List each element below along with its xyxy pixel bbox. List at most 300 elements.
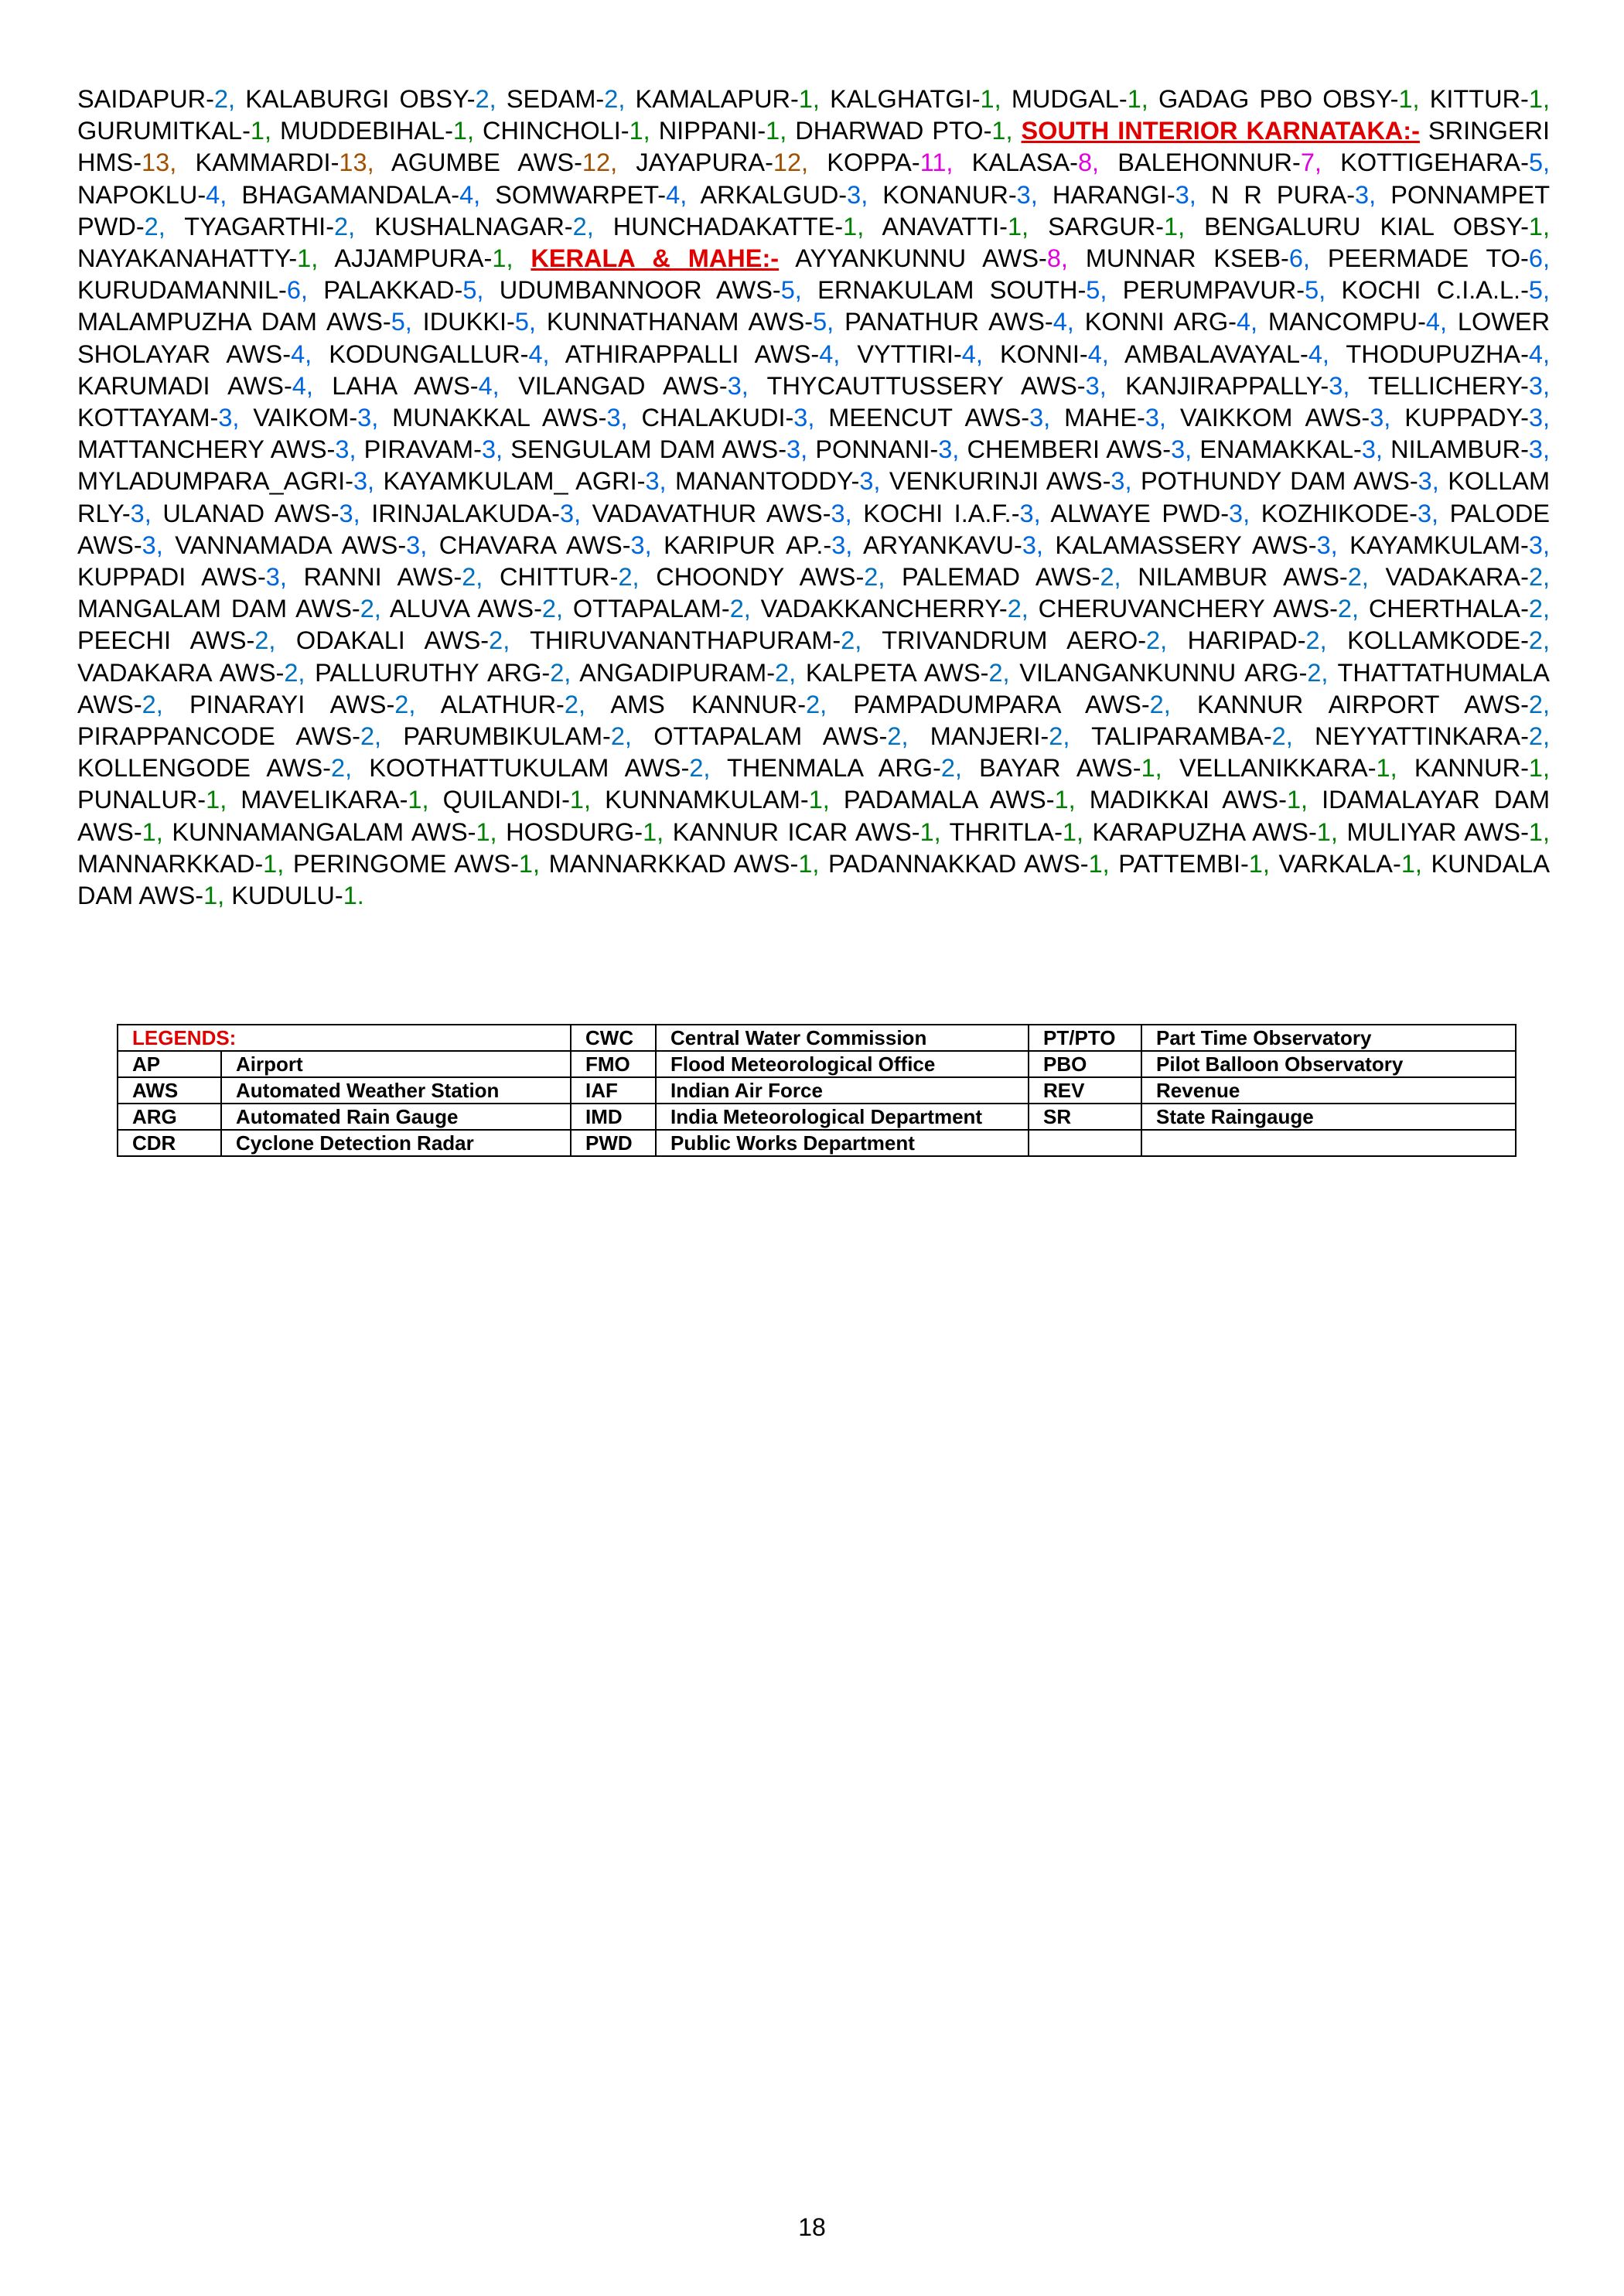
- station-name: PEERMADE TO-: [1327, 244, 1529, 273]
- station-entry: [664, 531, 852, 559]
- station-entry: [605, 786, 830, 814]
- station-rainfall-value: 3,: [1229, 499, 1250, 527]
- station-rainfall-value: 2,: [331, 754, 353, 783]
- station-rainfall-value: 3,: [1022, 531, 1043, 559]
- legend-description: Flood Meteorological Office: [656, 1051, 1029, 1077]
- station-rainfall-value: 1,: [297, 244, 319, 273]
- legend-abbreviation: IAF: [571, 1077, 656, 1104]
- station-rainfall-value: 3,: [938, 435, 960, 464]
- station-name: IDAMALAYAR DAM AWS-: [77, 786, 1551, 846]
- station-entry: [967, 435, 1192, 463]
- station-rainfall-value: 4,: [459, 180, 481, 209]
- station-name: MUDDEBIHAL-: [280, 117, 453, 145]
- station-rainfall-value: 2,: [1271, 722, 1293, 751]
- station-rainfall-value: 3,: [1528, 404, 1551, 432]
- station-name: KAYAMKULAM_ AGRI-: [383, 467, 646, 496]
- station-entry: [1199, 435, 1383, 463]
- station-entry: [653, 722, 908, 750]
- station-entry: [1346, 818, 1550, 846]
- station-name: ULANAD AWS-: [162, 499, 339, 527]
- station-rainfall-value: 1,: [1316, 817, 1338, 846]
- station-entry: [806, 659, 1010, 687]
- station-rainfall-value: 4,: [1087, 339, 1109, 368]
- station-name: MADIKKAI AWS-: [1089, 786, 1287, 814]
- station-name: NILAMBUR AWS-: [1138, 563, 1348, 592]
- station-name: PADAMALA AWS-: [843, 786, 1055, 814]
- station-entry: [1158, 85, 1420, 113]
- station-name: MANNARKKAD AWS-: [548, 849, 799, 878]
- station-name: VILANGANKUNNU ARG-: [1019, 658, 1308, 687]
- station-name: MUNAKKAL AWS-: [392, 404, 607, 432]
- station-entry: [403, 722, 632, 750]
- station-rainfall-value: 1,: [808, 786, 830, 814]
- station-name: KOLLAM RLY-: [77, 467, 1551, 527]
- station-rainfall-value: 4,: [1236, 308, 1258, 336]
- station-entry: [77, 435, 357, 463]
- station-rainfall-value: 12,: [582, 148, 618, 177]
- station-entry: [882, 181, 1037, 209]
- page-number: 18: [798, 2213, 826, 2241]
- station-entry: [636, 85, 820, 113]
- station-name: BALEHONNUR-: [1117, 148, 1301, 177]
- station-name: KUDULU-: [231, 882, 343, 910]
- station-name: PONNAMPET PWD-: [77, 180, 1551, 241]
- station-name: KURUDAMANNIL-: [77, 276, 287, 305]
- station-rainfall-value: 5,: [462, 276, 484, 305]
- station-name: SENGULAM DAM AWS-: [510, 435, 787, 464]
- station-entry: [1048, 213, 1185, 241]
- station-name: LAHA AWS-: [332, 371, 479, 400]
- station-entry: [656, 563, 885, 591]
- station-rainfall-value: 2,: [550, 658, 571, 687]
- station-rainfall-value: 2,: [806, 690, 827, 718]
- station-entry: [77, 372, 313, 400]
- station-entry: [1268, 308, 1447, 336]
- legend-abbreviation: CDR: [118, 1130, 221, 1156]
- station-entry: [1125, 372, 1349, 400]
- station-rainfall-value: 3,: [1418, 467, 1439, 496]
- legend-abbreviation: ARG: [118, 1104, 221, 1130]
- station-name: KUPPADY-: [1404, 404, 1529, 432]
- station-name: HARIPAD-: [1187, 626, 1306, 655]
- station-entry: [1341, 276, 1550, 304]
- station-rainfall-value: 1,: [142, 817, 163, 846]
- station-rainfall-value: 13,: [142, 148, 177, 177]
- station-entry: [1197, 691, 1550, 718]
- station-entry: [863, 500, 1040, 527]
- legend-description: Airport: [221, 1051, 571, 1077]
- station-entry: [195, 148, 374, 176]
- station-entry: [77, 626, 275, 654]
- station-name: PADANNAKKAD AWS-: [827, 849, 1089, 878]
- station-rainfall-value: 2,: [940, 754, 962, 783]
- station-rainfall-value: 4,: [291, 339, 312, 368]
- station-entry: [77, 467, 374, 495]
- station-name: PALAKKAD-: [323, 276, 463, 305]
- station-rainfall-value: 2,: [689, 754, 711, 783]
- station-entry: [573, 595, 751, 623]
- station-entry: [815, 435, 959, 463]
- station-name: NILAMBUR-: [1390, 435, 1529, 464]
- station-rainfall-value: 4,: [1053, 308, 1074, 336]
- station-name: PERINGOME AWS-: [292, 849, 519, 878]
- station-rainfall-value: 2,: [1146, 626, 1168, 655]
- station-entry: [332, 372, 499, 400]
- station-entry: [253, 404, 378, 432]
- station-rainfall-value: 2,: [254, 626, 276, 655]
- station-entry: [1278, 850, 1421, 878]
- station-entry: [1386, 563, 1551, 591]
- station-entry: [1369, 595, 1550, 623]
- station-name: MALAMPUZHA DAM AWS-: [77, 308, 391, 336]
- station-rainfall-value: 4,: [666, 180, 687, 209]
- station-name: ALATHUR-: [440, 690, 565, 718]
- station-entry: [77, 308, 412, 336]
- station-name: KALGHATGI-: [830, 85, 981, 113]
- station-entry: [77, 754, 352, 782]
- station-name: MANGALAM DAM AWS-: [77, 595, 360, 623]
- station-rainfall-value: 2,: [475, 85, 496, 113]
- station-rainfall-value: 3,: [1316, 531, 1338, 559]
- station-rainfall-value: 1,: [991, 117, 1013, 145]
- station-entry: [1261, 500, 1438, 527]
- station-name: KOTTIGEHARA-: [1340, 148, 1529, 177]
- station-entry: [1012, 85, 1148, 113]
- station-entry: [241, 786, 428, 814]
- station-name: VADAKKANCHERRY-: [760, 595, 1008, 623]
- station-name: MANJERI-: [930, 722, 1049, 751]
- station-rainfall-value: 13,: [339, 148, 374, 177]
- station-name: IRINJALAKUDA-: [371, 499, 561, 527]
- station-entry: [1340, 148, 1550, 176]
- station-entry: [77, 563, 287, 591]
- station-name: KUNDALA DAM AWS-: [77, 849, 1551, 910]
- station-name: UDUMBANNOOR AWS-: [499, 276, 781, 305]
- station-entry: [675, 467, 880, 495]
- station-rainfall-value: 3,: [335, 435, 357, 464]
- station-rainfall-value: 1,: [206, 786, 227, 814]
- station-entry: [506, 818, 664, 846]
- station-name: BENGALURU KIAL OBSY-: [1204, 212, 1529, 241]
- region-heading: SOUTH INTERIOR KARNATAKA:-: [1021, 117, 1420, 145]
- legend-title: LEGENDS:: [118, 1025, 571, 1051]
- legend-abbreviation: REV: [1029, 1077, 1141, 1104]
- station-name: ARKALGUD-: [700, 180, 848, 209]
- station-entry: [1211, 181, 1376, 209]
- station-rainfall-value: 3,: [1355, 180, 1377, 209]
- station-rainfall-value: 6,: [286, 276, 308, 305]
- station-entry: [1053, 181, 1196, 209]
- station-entry: [727, 754, 962, 782]
- station-name: CHALAKUDI-: [641, 404, 794, 432]
- station-name: THRITLA-: [949, 817, 1063, 846]
- station-name: VYTTIRI-: [857, 339, 962, 368]
- station-rainfall-value: 4,: [292, 371, 313, 400]
- legend-abbreviation: FMO: [571, 1051, 656, 1077]
- station-entry: [293, 850, 540, 878]
- legend-row: [118, 1025, 1516, 1051]
- station-entry: [184, 213, 355, 241]
- station-name: MUNNAR KSEB-: [1085, 244, 1289, 273]
- station-name: THENMALA ARG-: [727, 754, 941, 783]
- legend-row: [118, 1051, 1516, 1077]
- station-rainfall-value: 3,: [831, 499, 852, 527]
- station-entry: [1090, 786, 1308, 814]
- station-rainfall-value: 4,: [478, 371, 500, 400]
- station-entry: [77, 722, 381, 750]
- station-name: SOMWARPET-: [495, 180, 667, 209]
- station-rainfall-value: 3,: [406, 531, 428, 559]
- station-name: DHARWAD PTO-: [795, 117, 992, 145]
- station-rainfall-value: 2,: [144, 212, 165, 241]
- station-rainfall-value: 1,: [1127, 85, 1148, 113]
- legend-description: Cyclone Detection Radar: [221, 1130, 571, 1156]
- station-entry: [950, 818, 1083, 846]
- station-rainfall-value: 1,: [1528, 85, 1550, 113]
- station-rainfall-value: 3,: [1329, 371, 1350, 400]
- station-entry: [1064, 404, 1166, 432]
- station-entry: [979, 754, 1162, 782]
- station-entry: [547, 308, 834, 336]
- station-name: CHOONDY AWS-: [656, 563, 865, 592]
- station-entry: [280, 117, 474, 145]
- station-rainfall-value: 2,: [360, 722, 382, 751]
- station-rainfall-value: 5,: [780, 276, 802, 305]
- station-name: KUSHALNAGAR-: [374, 212, 573, 241]
- station-name: KANNUR-: [1414, 754, 1529, 783]
- station-rainfall-value: 2,: [1528, 595, 1551, 623]
- station-name: AJJAMPURA-: [334, 244, 493, 273]
- station-name: NAYAKANAHATTY-: [77, 244, 298, 273]
- station-rainfall-value: 2,: [572, 212, 594, 241]
- station-entry: [323, 276, 483, 304]
- station-entry: [439, 531, 652, 559]
- station-rainfall-value: 3,: [606, 404, 628, 432]
- station-rainfall-value: 1,: [629, 117, 650, 145]
- legend-abbreviation: PT/PTO: [1029, 1025, 1141, 1051]
- station-rainfall-value: 2,: [1337, 595, 1359, 623]
- station-name: OTTAPALAM-: [572, 595, 730, 623]
- station-rainfall-value: 3,: [142, 531, 163, 559]
- station-rainfall-value: 3,: [645, 467, 667, 496]
- station-rainfall-value: 3,: [339, 499, 360, 527]
- station-entry: [1118, 850, 1270, 878]
- station-rainfall-value: 2,: [1100, 563, 1121, 592]
- legend-abbreviation: AP: [118, 1051, 221, 1077]
- station-name: KITTUR-: [1429, 85, 1529, 113]
- station-entry: [518, 372, 749, 400]
- station-rainfall-value: 3,: [1145, 404, 1166, 432]
- station-rainfall-value: 5,: [514, 308, 536, 336]
- station-entry: [77, 117, 271, 145]
- station-name: MEENCUT AWS-: [828, 404, 1030, 432]
- station-rainfall-value: 2,: [864, 563, 885, 592]
- station-entry: [1085, 308, 1257, 336]
- station-entry: [972, 148, 1099, 176]
- station-entry: [902, 563, 1121, 591]
- station-rainfall-value: 3,: [831, 531, 853, 559]
- station-rainfall-value: 7,: [1300, 148, 1322, 177]
- station-rainfall-value: 3,: [1111, 467, 1132, 496]
- station-rainfall-value: 2,: [360, 595, 381, 623]
- station-name: HUNCHADAKATTE-: [612, 212, 844, 241]
- station-entry: [172, 818, 496, 846]
- station-rainfall-value: 2,: [1149, 690, 1171, 718]
- station-entry: [579, 659, 796, 687]
- station-rainfall-value: 2,: [462, 563, 483, 592]
- legend-description: Pilot Balloon Observatory: [1141, 1051, 1516, 1077]
- station-name: VELLANIKKARA-: [1179, 754, 1377, 783]
- legend-abbreviation: IMD: [571, 1104, 656, 1130]
- legend-row: [118, 1077, 1516, 1104]
- station-rainfall-value: 3,: [1528, 531, 1550, 559]
- station-rainfall-value: 1,: [1398, 85, 1420, 113]
- station-entry: [189, 691, 415, 718]
- station-rainfall-value: 3,: [1361, 435, 1383, 464]
- station-entry: [530, 626, 861, 654]
- station-rainfall-value: 3,: [793, 404, 815, 432]
- station-rainfall-value: 3,: [786, 435, 808, 464]
- station-rainfall-value: 5,: [391, 308, 412, 336]
- station-entry: [1315, 722, 1550, 750]
- station-entry: [1117, 148, 1322, 176]
- station-entry: [565, 340, 841, 368]
- station-rainfall-value: 1,: [766, 117, 787, 145]
- station-name: MUDGAL-: [1011, 85, 1128, 113]
- station-name: MANANTODDY-: [674, 467, 860, 496]
- station-entry: [1188, 626, 1327, 654]
- station-entry: [77, 404, 239, 432]
- station-name: KOCHI C.I.A.L.-: [1341, 276, 1529, 305]
- station-entry: [304, 563, 483, 591]
- station-name: KOZHIKODE-: [1261, 499, 1418, 527]
- station-rainfall-value: 2,: [1049, 722, 1070, 751]
- station-rainfall-value: 2,: [284, 658, 305, 687]
- station-rainfall-value: 2,: [988, 658, 1010, 687]
- station-rainfall-value: 1,: [798, 849, 820, 878]
- station-name: SAIDAPUR-: [77, 85, 214, 113]
- station-name: PALODE AWS-: [77, 499, 1551, 559]
- station-entry: [930, 722, 1070, 750]
- station-name: IDUKKI-: [422, 308, 515, 336]
- station-rainfall-value: 3,: [1417, 499, 1439, 527]
- station-name: VARKALA-: [1278, 849, 1401, 878]
- station-rainfall-value: 3,: [1029, 404, 1051, 432]
- station-rainfall-value: 1,: [1376, 754, 1397, 783]
- station-name: KODUNGALLUR-: [329, 339, 529, 368]
- legend-description: Automated Rain Gauge: [221, 1104, 571, 1130]
- station-name: PARUMBIKULAM-: [403, 722, 611, 751]
- station-entry: [549, 850, 820, 878]
- station-entry: [77, 850, 284, 878]
- station-rainfall-value: 3,: [859, 467, 881, 496]
- station-name: SRINGERI HMS-: [77, 117, 1551, 177]
- station-entry: [423, 308, 536, 336]
- station-name: PEECHI AWS-: [77, 626, 255, 655]
- station-entry: [827, 148, 953, 176]
- station-name: GURUMITKAL-: [77, 117, 251, 145]
- station-entry: [1093, 818, 1338, 846]
- station-name: N R PURA-: [1210, 180, 1356, 209]
- station-rainfall-value: 3,: [560, 499, 582, 527]
- legend-abbreviation: [1029, 1130, 1141, 1156]
- station-name: KONANUR-: [882, 180, 1017, 209]
- station-name: VAIKKOM AWS-: [1179, 404, 1370, 432]
- station-entry: [795, 117, 1012, 145]
- station-name: RANNI AWS-: [303, 563, 462, 592]
- station-name: PINARAYI AWS-: [189, 690, 395, 718]
- legend-description: Automated Weather Station: [221, 1077, 571, 1104]
- station-entry: [315, 659, 571, 687]
- station-rainfall-value: 4,: [819, 339, 841, 368]
- station-entry: [1404, 404, 1550, 432]
- station-name: MAVELIKARA-: [241, 786, 408, 814]
- station-name: KOTTAYAM-: [77, 404, 219, 432]
- station-name: ARYANKAVU-: [862, 531, 1022, 559]
- station-entry: [245, 85, 496, 113]
- station-rainfall-value: 1,: [1401, 849, 1422, 878]
- station-entry: [761, 595, 1029, 623]
- station-name: KANNUR ICAR AWS-: [672, 817, 920, 846]
- station-name: KARUMADI AWS-: [77, 371, 292, 400]
- station-name: KALAMASSERY AWS-: [1055, 531, 1317, 559]
- station-rainfall-value: 2,: [729, 595, 751, 623]
- station-name: ENAMAKKAL-: [1199, 435, 1362, 464]
- legend-abbreviation: PBO: [1029, 1051, 1141, 1077]
- region-heading: KERALA & MAHE:-: [531, 244, 780, 273]
- station-rainfall-value: 1,: [1248, 849, 1270, 878]
- station-name: POTHUNDY DAM AWS-: [1140, 467, 1418, 496]
- station-name: PATTEMBI-: [1118, 849, 1249, 878]
- station-entry: [830, 85, 1001, 113]
- station-rainfall-value: 3,: [1370, 404, 1391, 432]
- station-name: OTTAPALAM AWS-: [653, 722, 888, 751]
- station-name: HOSDURG-: [506, 817, 643, 846]
- station-name: KOPPA-: [827, 148, 920, 177]
- station-rainfall-value: 2,: [1528, 690, 1551, 718]
- station-rainfall-value: 2,: [618, 563, 640, 592]
- station-name: CHEMBERI AWS-: [967, 435, 1172, 464]
- station-rainfall-value: 1,: [980, 85, 1001, 113]
- station-rainfall-value: 3,: [357, 404, 379, 432]
- station-rainfall-value: 3,: [1528, 435, 1551, 464]
- station-entry: [231, 882, 364, 909]
- station-name: ANAVATTI-: [882, 212, 1008, 241]
- station-name: SARGUR-: [1048, 212, 1165, 241]
- station-rainfall-value: 2,: [541, 595, 564, 623]
- station-name: THYCAUTTUSSERY AWS-: [766, 371, 1086, 400]
- station-rainfall-value: 5,: [813, 308, 834, 336]
- station-entry: [701, 181, 868, 209]
- station-name: BAYAR AWS-: [979, 754, 1141, 783]
- station-name: BHAGAMANDALA-: [241, 180, 460, 209]
- station-entry: [659, 117, 787, 145]
- station-rainfall-list: [77, 84, 1550, 912]
- station-entry: [483, 117, 650, 145]
- station-entry: [1180, 404, 1391, 432]
- station-name: TALIPARAMBA-: [1091, 722, 1272, 751]
- station-entry: [1124, 340, 1329, 368]
- station-rainfall-value: 2,: [887, 722, 909, 751]
- station-entry: [391, 148, 617, 176]
- legend-row: [118, 1130, 1516, 1156]
- station-entry: [374, 213, 594, 241]
- station-rainfall-value: 3,: [1019, 499, 1041, 527]
- station-entry: [77, 595, 381, 623]
- station-rainfall-value: 2,: [489, 626, 510, 655]
- station-name: PANATHUR AWS-: [844, 308, 1053, 336]
- station-name: VANNAMADA AWS-: [175, 531, 407, 559]
